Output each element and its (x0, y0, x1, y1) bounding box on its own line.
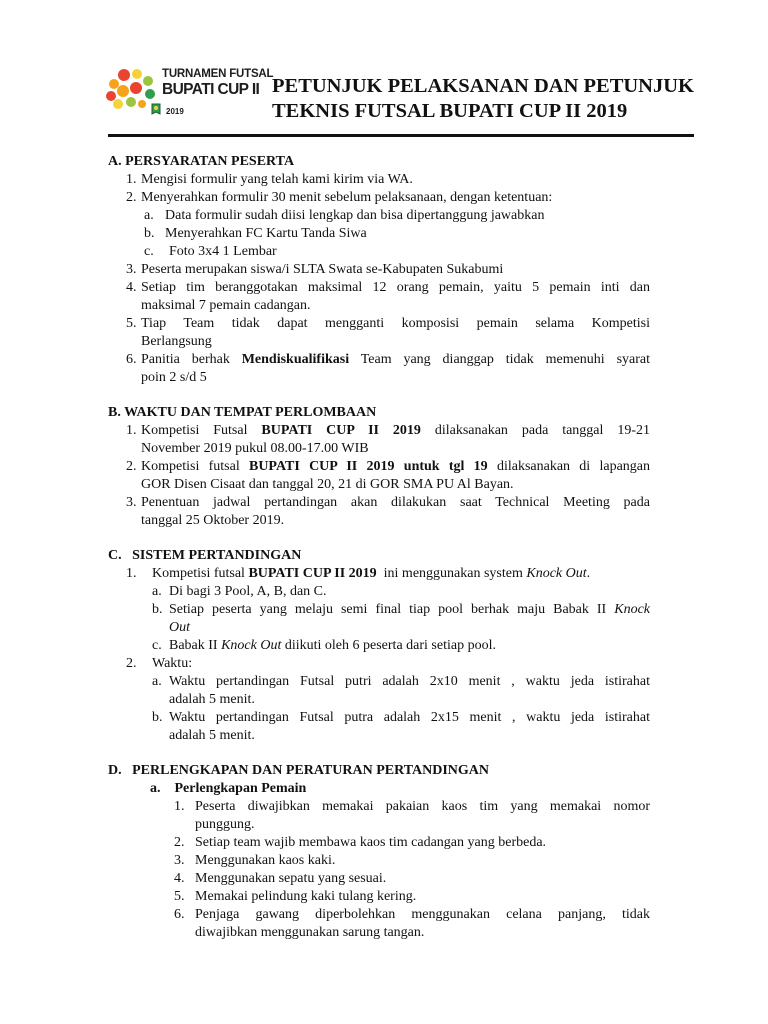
list-item-continued: November 2019 pukul 08.00-17.00 WIB (141, 441, 369, 456)
list-item (141, 458, 650, 476)
list-item-continued: tanggal 25 Oktober 2019. (141, 513, 285, 528)
text-run: Kompetisi futsal (152, 566, 249, 581)
list-item-continued: GOR Disen Cisaat dan tanggal 20, 21 di GOR SMA PU Al Bayan. (141, 477, 514, 492)
text-run: Setiap peserta yang melaju semi final tiap pool berhak maju Babak II (169, 602, 615, 617)
text-run: diikuti oleh 6 peserta dari setiap pool. (281, 638, 496, 653)
section-d-subheading: a. Perlengkapan Pemain (150, 781, 307, 796)
section-c-heading: C. SISTEM PERTANDINGAN (108, 548, 302, 563)
list-item-continued: maksimal 7 pemain cadangan. (141, 298, 311, 313)
list-item: Penentuan jadwal pertandingan akan dilakukan saat Technical Meeting pada (141, 495, 650, 510)
list-item: Peserta diwajibkan memakai pakaian kaos tim yang memakai nomor (195, 799, 650, 814)
section-b-heading: B. WAKTU DAN TEMPAT PERLOMBAAN (108, 405, 377, 420)
list-number: 1. (174, 799, 185, 814)
list-item-continued: diwajibkan menggunakan sarung tangan. (195, 925, 425, 940)
logo-text-tournament: TURNAMEN FUTSAL (162, 68, 274, 80)
list-number: 5. (174, 889, 185, 904)
text-run-bold: BUPATI CUP II 2019 (248, 566, 377, 581)
list-number: 2. (126, 190, 137, 205)
list-item-continued: poin 2 s/d 5 (141, 370, 207, 385)
list-item: Waktu: (152, 656, 193, 671)
list-item: Waktu pertandingan Futsal putra adalah 2x15 menit , waktu jeda istirahat (169, 710, 650, 725)
list-number: 1. (126, 172, 137, 187)
text-run: Babak II (169, 638, 222, 653)
list-item (141, 351, 650, 369)
list-item: Penjaga gawang diperbolehkan menggunakan celana panjang, tidak (195, 907, 650, 922)
list-item: Menyerahkan FC Kartu Tanda Siwa (165, 226, 367, 241)
list-item: Data formulir sudah diisi lengkap dan bisa dipertanggung jawabkan (165, 208, 545, 223)
list-number: 3. (126, 495, 137, 510)
list-number: 3. (174, 853, 185, 868)
tournament-logo (104, 66, 274, 126)
list-letter: b. (152, 602, 163, 617)
list-item: Setiap tim beranggotakan maksimal 12 orang pemain, yaitu 5 pemain inti dan (141, 280, 650, 295)
list-item: Waktu pertandingan Futsal putri adalah 2x10 menit , waktu jeda istirahat (169, 674, 650, 689)
text-run: dilaksanakan di lapangan (487, 459, 651, 474)
list-number: 1. (126, 566, 137, 581)
list-letter: b. (144, 226, 155, 241)
list-number: 4. (174, 871, 185, 886)
text-run: Kompetisi Futsal (141, 423, 262, 438)
text-run-italic: Out (169, 620, 190, 635)
text-run-bold: Mendiskualifikasi (241, 352, 350, 367)
text-run-italic: Knock Out (526, 566, 587, 581)
list-item-continued: adalah 5 menit. (169, 728, 255, 743)
text-run-bold: BUPATI CUP II 2019 untuk tgl 19 (248, 459, 488, 474)
list-item-continued (169, 619, 190, 637)
list-letter: a. (144, 208, 154, 223)
list-item: Tiap Team tidak dapat mengganti komposisi pemain selama Kompetisi (141, 316, 650, 331)
list-letter: a. (152, 674, 162, 689)
logo-text-cup: BUPATI CUP II (162, 81, 260, 98)
list-item: Peserta merupakan siswa/i SLTA Swata se-Kabupaten Sukabumi (141, 262, 504, 277)
list-number: 3. (126, 262, 137, 277)
text-run-bold: BUPATI CUP II 2019 (261, 423, 421, 438)
list-item (141, 422, 650, 440)
logo-text-year: 2019 (166, 107, 184, 116)
list-number: 6. (126, 352, 137, 367)
list-item: Menggunakan sepatu yang sesuai. (195, 871, 387, 886)
text-run-italic: Knock (614, 602, 650, 617)
section-d-heading: D. PERLENGKAPAN DAN PERATURAN PERTANDINGAN (108, 763, 490, 778)
list-number: 1. (126, 423, 137, 438)
header-divider (108, 134, 694, 137)
title-line-2: TEKNIS FUTSAL BUPATI CUP II 2019 (272, 100, 628, 122)
list-number: 5. (126, 316, 137, 331)
text-run: Panitia berhak (141, 352, 242, 367)
list-number: 2. (126, 459, 137, 474)
list-item-continued: Berlangsung (141, 334, 212, 349)
title-line-1: PETUNJUK PELAKSANAN DAN PETUNJUK (272, 75, 694, 97)
list-item: Mengisi formulir yang telah kami kirim via WA. (141, 172, 413, 187)
list-item: Foto 3x4 1 Lembar (169, 244, 277, 259)
list-letter: c. (144, 244, 154, 259)
list-number: 2. (174, 835, 185, 850)
list-item: Di bagi 3 Pool, A, B, dan C. (169, 584, 327, 599)
list-item (169, 601, 650, 619)
list-item-continued: adalah 5 menit. (169, 692, 255, 707)
list-item (169, 637, 496, 655)
text-run-italic: Knock Out (221, 638, 282, 653)
list-item: Memakai pelindung kaki tulang kering. (195, 889, 417, 904)
futsal-ball-icon (104, 66, 162, 116)
text-run: Team yang dianggap tidak memenuhi syarat (349, 352, 650, 367)
list-letter: a. (152, 584, 162, 599)
list-item-continued: punggung. (195, 817, 255, 832)
list-item: Menggunakan kaos kaki. (195, 853, 336, 868)
list-number: 4. (126, 280, 137, 295)
list-item (152, 565, 590, 583)
document-title (272, 74, 702, 124)
section-a-heading: A. PERSYARATAN PESERTA (108, 154, 295, 169)
list-item: Menyerahkan formulir 30 menit sebelum pelaksanaan, dengan ketentuan: (141, 190, 553, 205)
list-letter: b. (152, 710, 163, 725)
text-run: ini menggunakan system (376, 566, 527, 581)
list-item: Setiap team wajib membawa kaos tim cadangan yang berbeda. (195, 835, 547, 850)
list-number: 6. (174, 907, 185, 922)
list-letter: c. (152, 638, 162, 653)
list-number: 2. (126, 656, 137, 671)
text-run: dilaksanakan pada tanggal 19-21 (420, 423, 651, 438)
text-run: . (586, 566, 591, 581)
text-run: Kompetisi futsal (141, 459, 249, 474)
